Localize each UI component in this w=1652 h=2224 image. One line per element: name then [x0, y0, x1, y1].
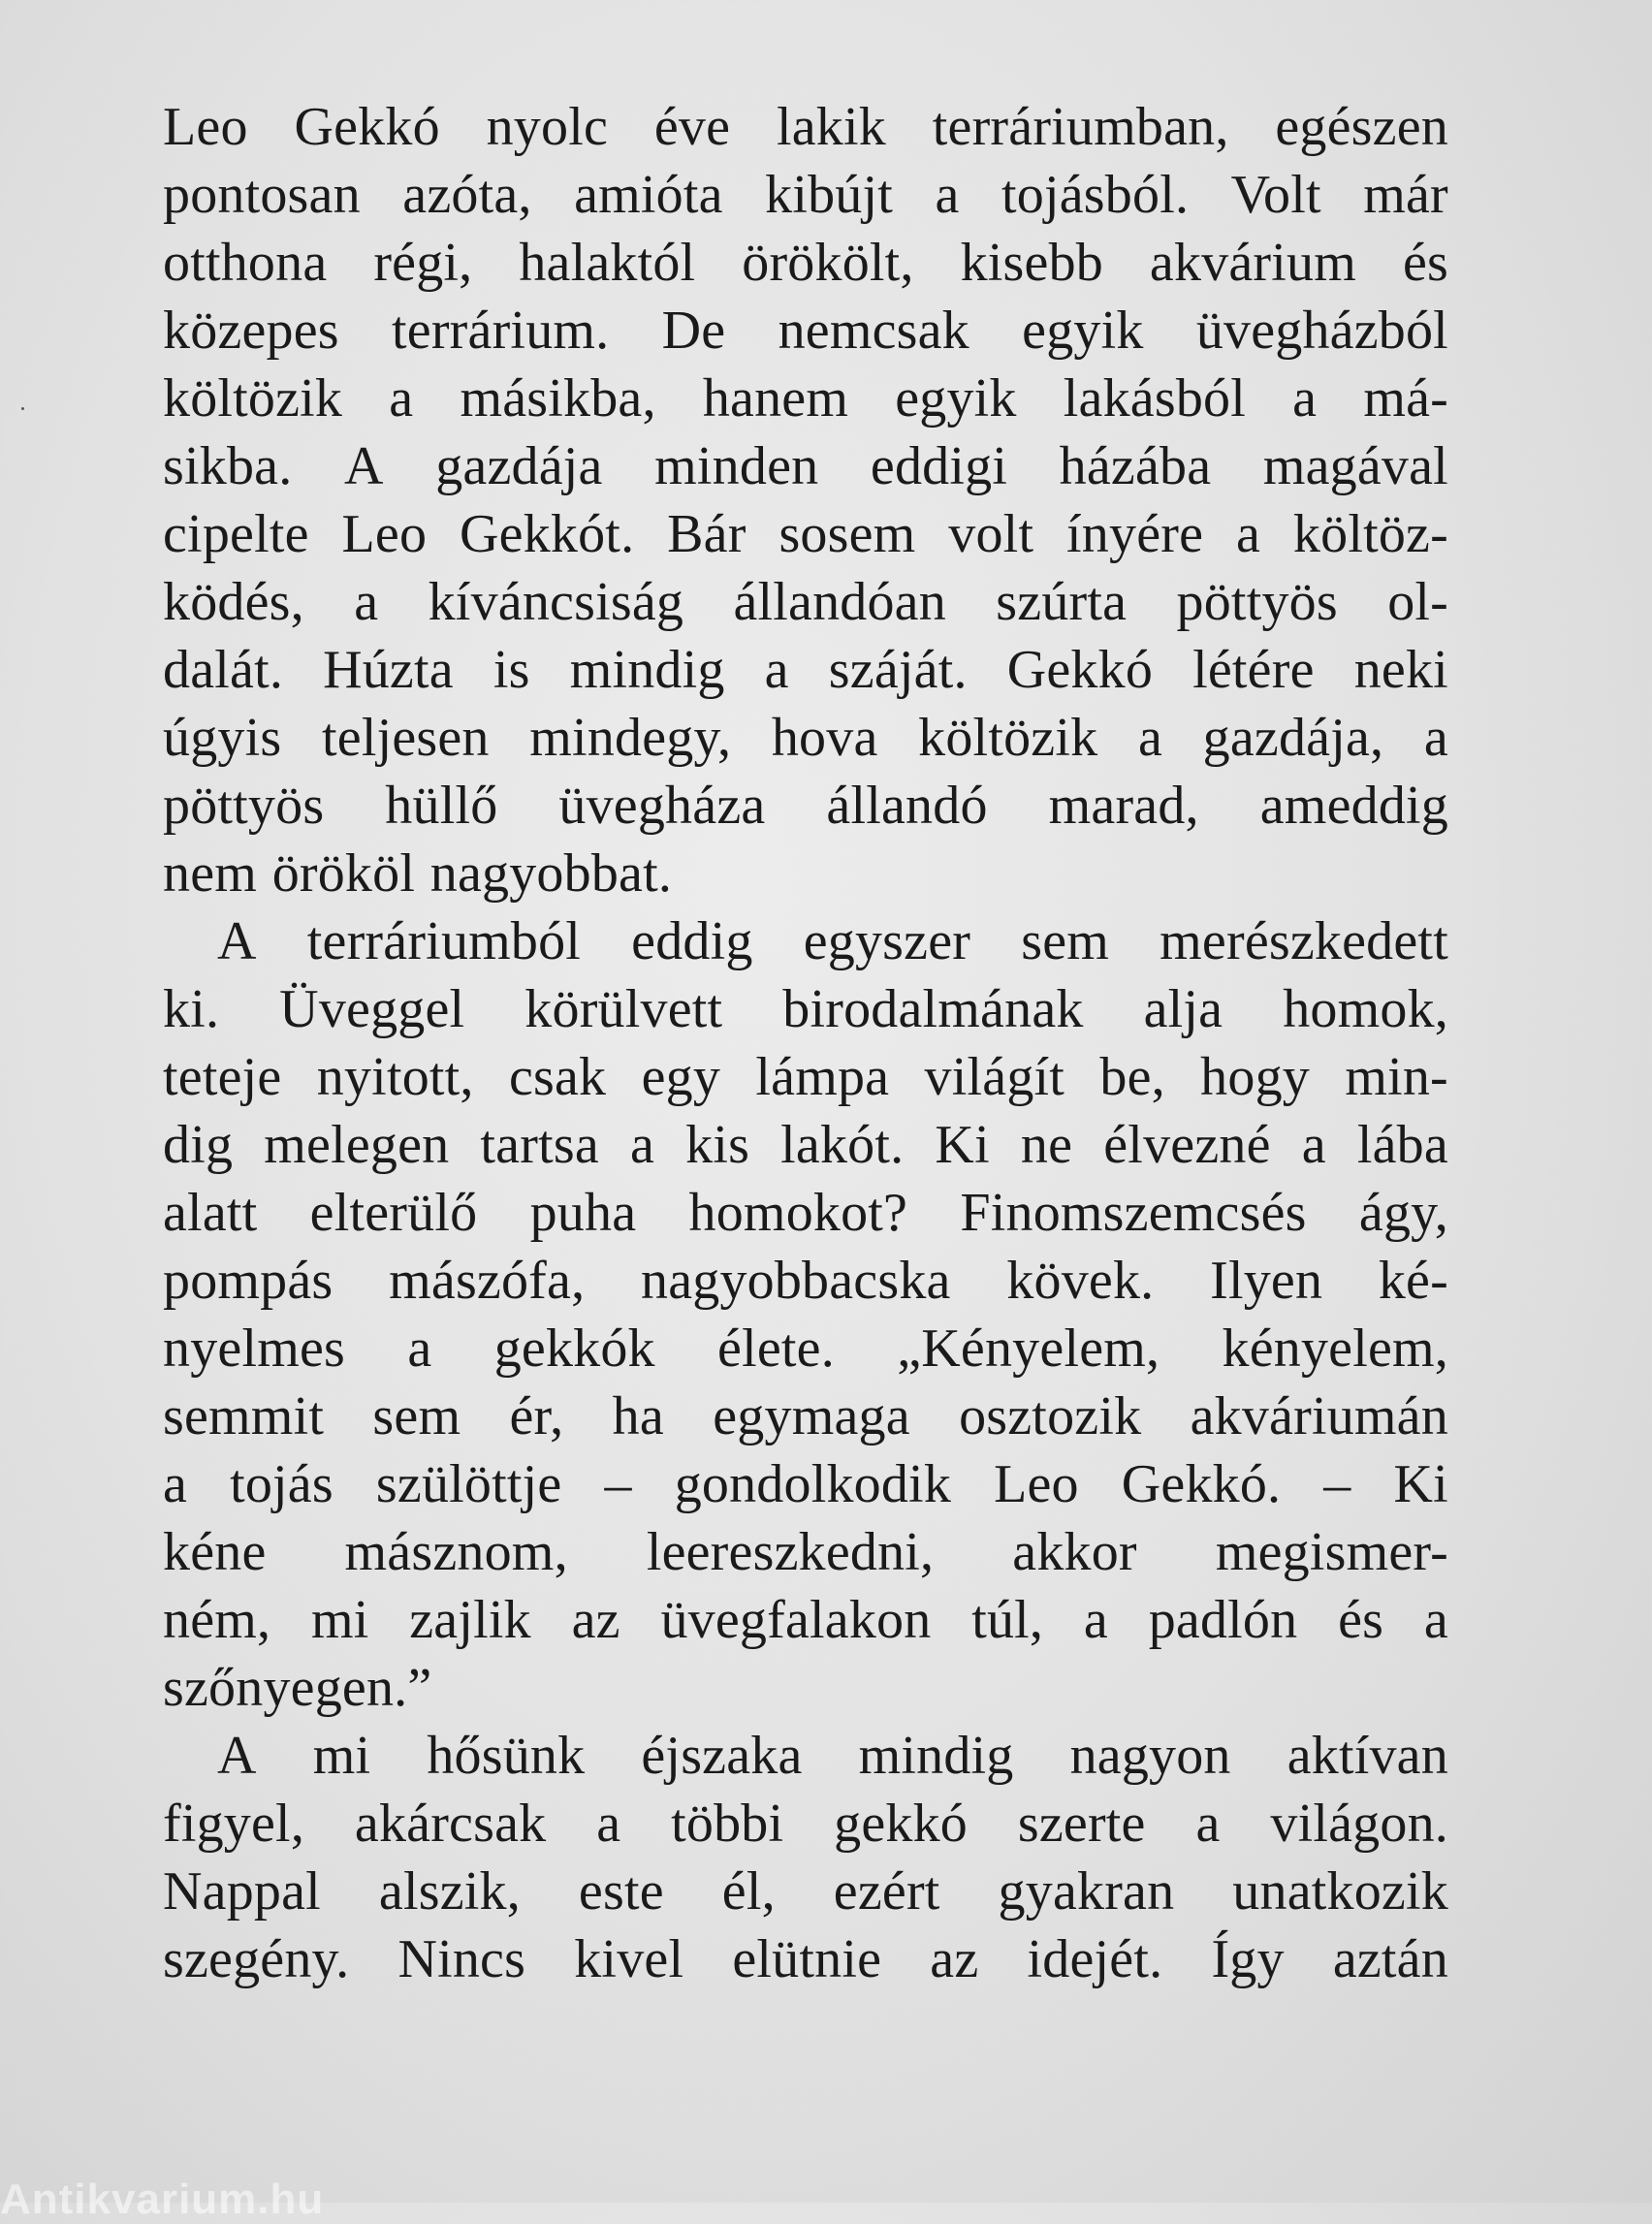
text-line: A terráriumból eddig egyszer sem merészkedett	[217, 911, 1448, 971]
text-line: szőnyegen.”	[163, 1658, 432, 1718]
text-line: nyelmes a gekkók élete. „Kényelem, kényelem,	[163, 1319, 1448, 1379]
text-line: úgyis teljesen mindegy, hova költözik a gazdája, a	[163, 708, 1448, 768]
body-text	[163, 93, 1448, 1993]
text-line: ném, mi zajlik az üvegfalakon túl, a padlón és a	[163, 1590, 1448, 1650]
paragraph	[163, 907, 1448, 1722]
text-line: pontosan azóta, amióta kibújt a tojásból. Volt már	[163, 165, 1448, 225]
text-line: a tojás szülöttje – gondolkodik Leo Gekkó. – Ki	[163, 1454, 1448, 1514]
text-line: teteje nyitott, csak egy lámpa világít be, hogy min-	[163, 1047, 1448, 1107]
text-line: dalát. Húzta is mindig a száját. Gekkó létére neki	[163, 640, 1448, 700]
text-line: kéne másznom, leereszkedni, akkor megismer-	[163, 1522, 1448, 1582]
paragraph	[163, 1722, 1448, 1993]
text-line: sikba. A gazdája minden eddigi házába magával	[163, 436, 1448, 496]
text-line: közepes terrárium. De nemcsak egyik üvegházból	[163, 301, 1448, 361]
text-line: pompás mászófa, nagyobbacska kövek. Ilyen ké-	[163, 1251, 1448, 1311]
text-line: költözik a másikba, hanem egyik lakásból a má-	[163, 368, 1448, 429]
text-line: dig melegen tartsa a kis lakót. Ki ne élvezné a lába	[163, 1115, 1448, 1175]
text-line: alatt elterülő puha homokot? Finomszemcsés ágy,	[163, 1183, 1448, 1243]
text-line: szegény. Nincs kivel elütnie az idejét. Így aztán	[163, 1929, 1448, 1989]
text-line: pöttyös hüllő üvegháza állandó marad, ameddig	[163, 776, 1448, 836]
paragraph	[163, 93, 1448, 907]
text-line: A mi hősünk éjszaka mindig nagyon aktívan	[217, 1726, 1448, 1786]
text-line: cipelte Leo Gekkót. Bár sosem volt ínyére a költöz-	[163, 504, 1448, 564]
text-line: figyel, akárcsak a többi gekkó szerte a világon.	[163, 1794, 1448, 1854]
text-line: Nappal alszik, este él, ezért gyakran unatkozik	[163, 1861, 1448, 1922]
text-line: Leo Gekkó nyolc éve lakik terráriumban, egészen	[163, 97, 1448, 157]
text-line: semmit sem ér, ha egymaga osztozik akváriumán	[163, 1386, 1448, 1446]
text-line: ki. Üveggel körülvett birodalmának alja homok,	[163, 979, 1448, 1039]
text-line: nem örököl nagyobbat.	[163, 843, 673, 904]
paper-speck	[21, 407, 24, 410]
text-line: ködés, a kíváncsiság állandóan szúrta pöttyös ol-	[163, 572, 1448, 632]
watermark: Antikvarium.hu	[0, 2176, 325, 2223]
text-line: otthona régi, halaktól örökölt, kisebb akvárium és	[163, 233, 1448, 293]
